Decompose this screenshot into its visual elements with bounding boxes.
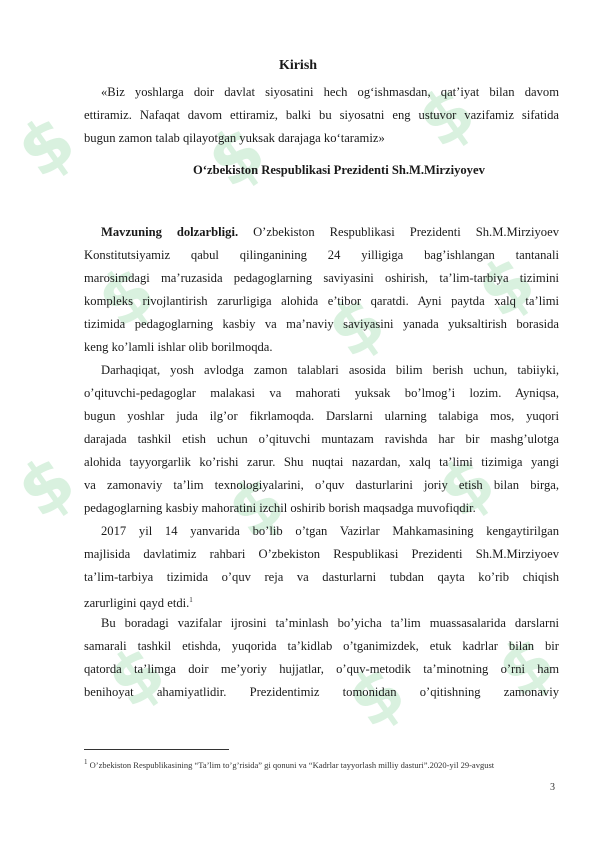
epigraph-author: O‘zbekiston Respublikasi Prezidenti Sh.M.Mirziyoyev bbox=[193, 163, 485, 177]
svg-text:$: $ bbox=[482, 618, 570, 714]
svg-text:$: $ bbox=[402, 68, 490, 164]
svg-text:$: $ bbox=[212, 458, 300, 554]
footnote-mark: 1 bbox=[84, 758, 88, 766]
svg-text:$: $ bbox=[92, 628, 180, 724]
epigraph-line: bugun zamon talab qilayotgan yuksak darajaga ko‘taramiz» bbox=[84, 131, 385, 145]
paragraph-line: majlisida davlatimiz rahbari O’zbekiston Respublikasi Prezidenti Sh.M.Mirziyoev bbox=[84, 547, 559, 561]
paragraph-line: o’qituvchi-pedagoglar malakasi va mahorati yuksak bo’lmog’i lozim. Ayniqsa, bbox=[84, 386, 559, 400]
paragraph-line: Darhaqiqat, yosh avlodga zamon talablari asosida bilim berish uchun, tabiiyki, bbox=[101, 363, 559, 377]
paragraph-text: zarurligini qayd etdi. bbox=[84, 596, 190, 611]
svg-text:$: $ bbox=[2, 438, 90, 534]
paragraph-line: 2017 yil 14 yanvarida bo’lib o’tgan Vazirlar Mahkamasining kengaytirilgan bbox=[101, 524, 559, 538]
paragraph-line: Bu boradagi vazifalar ijrosini ta’minlash bo’yicha ta’lim muassasalarida darslarni bbox=[101, 616, 559, 630]
paragraph-line: keng ko’lamli ishlar olib borilmoqda. bbox=[84, 340, 273, 354]
svg-text:$: $ bbox=[462, 238, 550, 334]
svg-text:$: $ bbox=[312, 278, 400, 374]
epigraph-line: ettiramiz. Nafaqat davom ettiramiz, balki bu siyosatni eng ustuvor vazifamiz sifatida bbox=[84, 108, 559, 122]
paragraph-line: Konstitutsiyamiz qabul qilinganining 24 yilligiga bag’ishlangan tantanali bbox=[84, 248, 559, 262]
paragraph-line: benihoyat ahamiyatlidir. Prezidentimiz tomonidan o’qitishning zamonaviy bbox=[84, 685, 559, 699]
svg-text:$: $ bbox=[82, 248, 170, 344]
paragraph-line: qatorda ta’limga doir me’yoriy hujjatlar, o’quv-metodik ta’minotning o’rni ham bbox=[84, 662, 559, 676]
paragraph-line: tizimida pedagoglarning kasbiy va ma’naviy saviyasini yanada yuksaltirish borasida bbox=[84, 317, 559, 331]
footnote bbox=[84, 757, 554, 771]
paragraph-line: va zamonaviy ta’lim texnologiyalarini, o’quv dasturlarini joriy etish bilan birga, bbox=[84, 478, 559, 492]
svg-text:$: $ bbox=[422, 438, 510, 534]
footnote-reference[interactable]: 1 bbox=[189, 596, 193, 604]
paragraph-line bbox=[101, 221, 559, 244]
page-title: Kirish bbox=[278, 58, 318, 73]
svg-text:$: $ bbox=[2, 98, 90, 194]
footnote-text: O’zbekiston Respublikasining “Ta’lim to’g’risida” gi qonuni va “Kadrlar tayyorlash milliy dasturi”.2020-yil 29-avgust bbox=[87, 759, 495, 770]
paragraph-line: marosimdagi ma’ruzasida pedagoglarning saviyasini oshirish, ta’lim-tarbiya tizimini bbox=[84, 271, 559, 285]
svg-text:$: $ bbox=[192, 108, 280, 204]
paragraph-line bbox=[84, 589, 559, 612]
section-heading: Mavzuning dolzarbligi. bbox=[101, 225, 239, 239]
epigraph-line: «Biz yoshlarga doir davlat siyosatini hech og‘ishmasdan, qat’iyat bilan davom bbox=[101, 85, 559, 99]
page-number: 3 bbox=[550, 782, 555, 793]
paragraph-line: pedagoglarning kasbiy mahoratini izchil oshirib borish maqsadga muvofiqdir. bbox=[84, 501, 476, 515]
paragraph-line: ta’lim-tarbiya tizimida o’quv reja va dasturlarni tubdan qayta ko’rib chiqish bbox=[84, 570, 559, 584]
paragraph-line: kompleks rivojlantirish zarurligiga alohida e’tibor qaratdi. Ayni paytda xalq ta’limi bbox=[84, 294, 559, 308]
paragraph-line: alohida tayyorgarlik ko’rishi zarur. Shu nuqtai nazardan, xalq ta’limi tizimiga yangi bbox=[84, 455, 559, 469]
svg-text:$: $ bbox=[332, 648, 420, 744]
paragraph-text: O’zbekiston Respublikasi Prezidenti Sh.M.Mirziyoev bbox=[238, 225, 559, 239]
paragraph-line: samarali tashkil etishda, yuqorida ta’kidlab o’tganimizdek, etuk kadrlar bilan bir bbox=[84, 639, 559, 653]
footnote-divider bbox=[84, 749, 229, 750]
paragraph-line: darajada tashkil etish uchun o’qituvchi muntazam ravishda har bir mashg’ulotga bbox=[84, 432, 559, 446]
paragraph-line: bugun yoshlar juda ilg’or fikrlamoqda. Darslarni ularning talabiga mos, yuqori bbox=[84, 409, 559, 423]
